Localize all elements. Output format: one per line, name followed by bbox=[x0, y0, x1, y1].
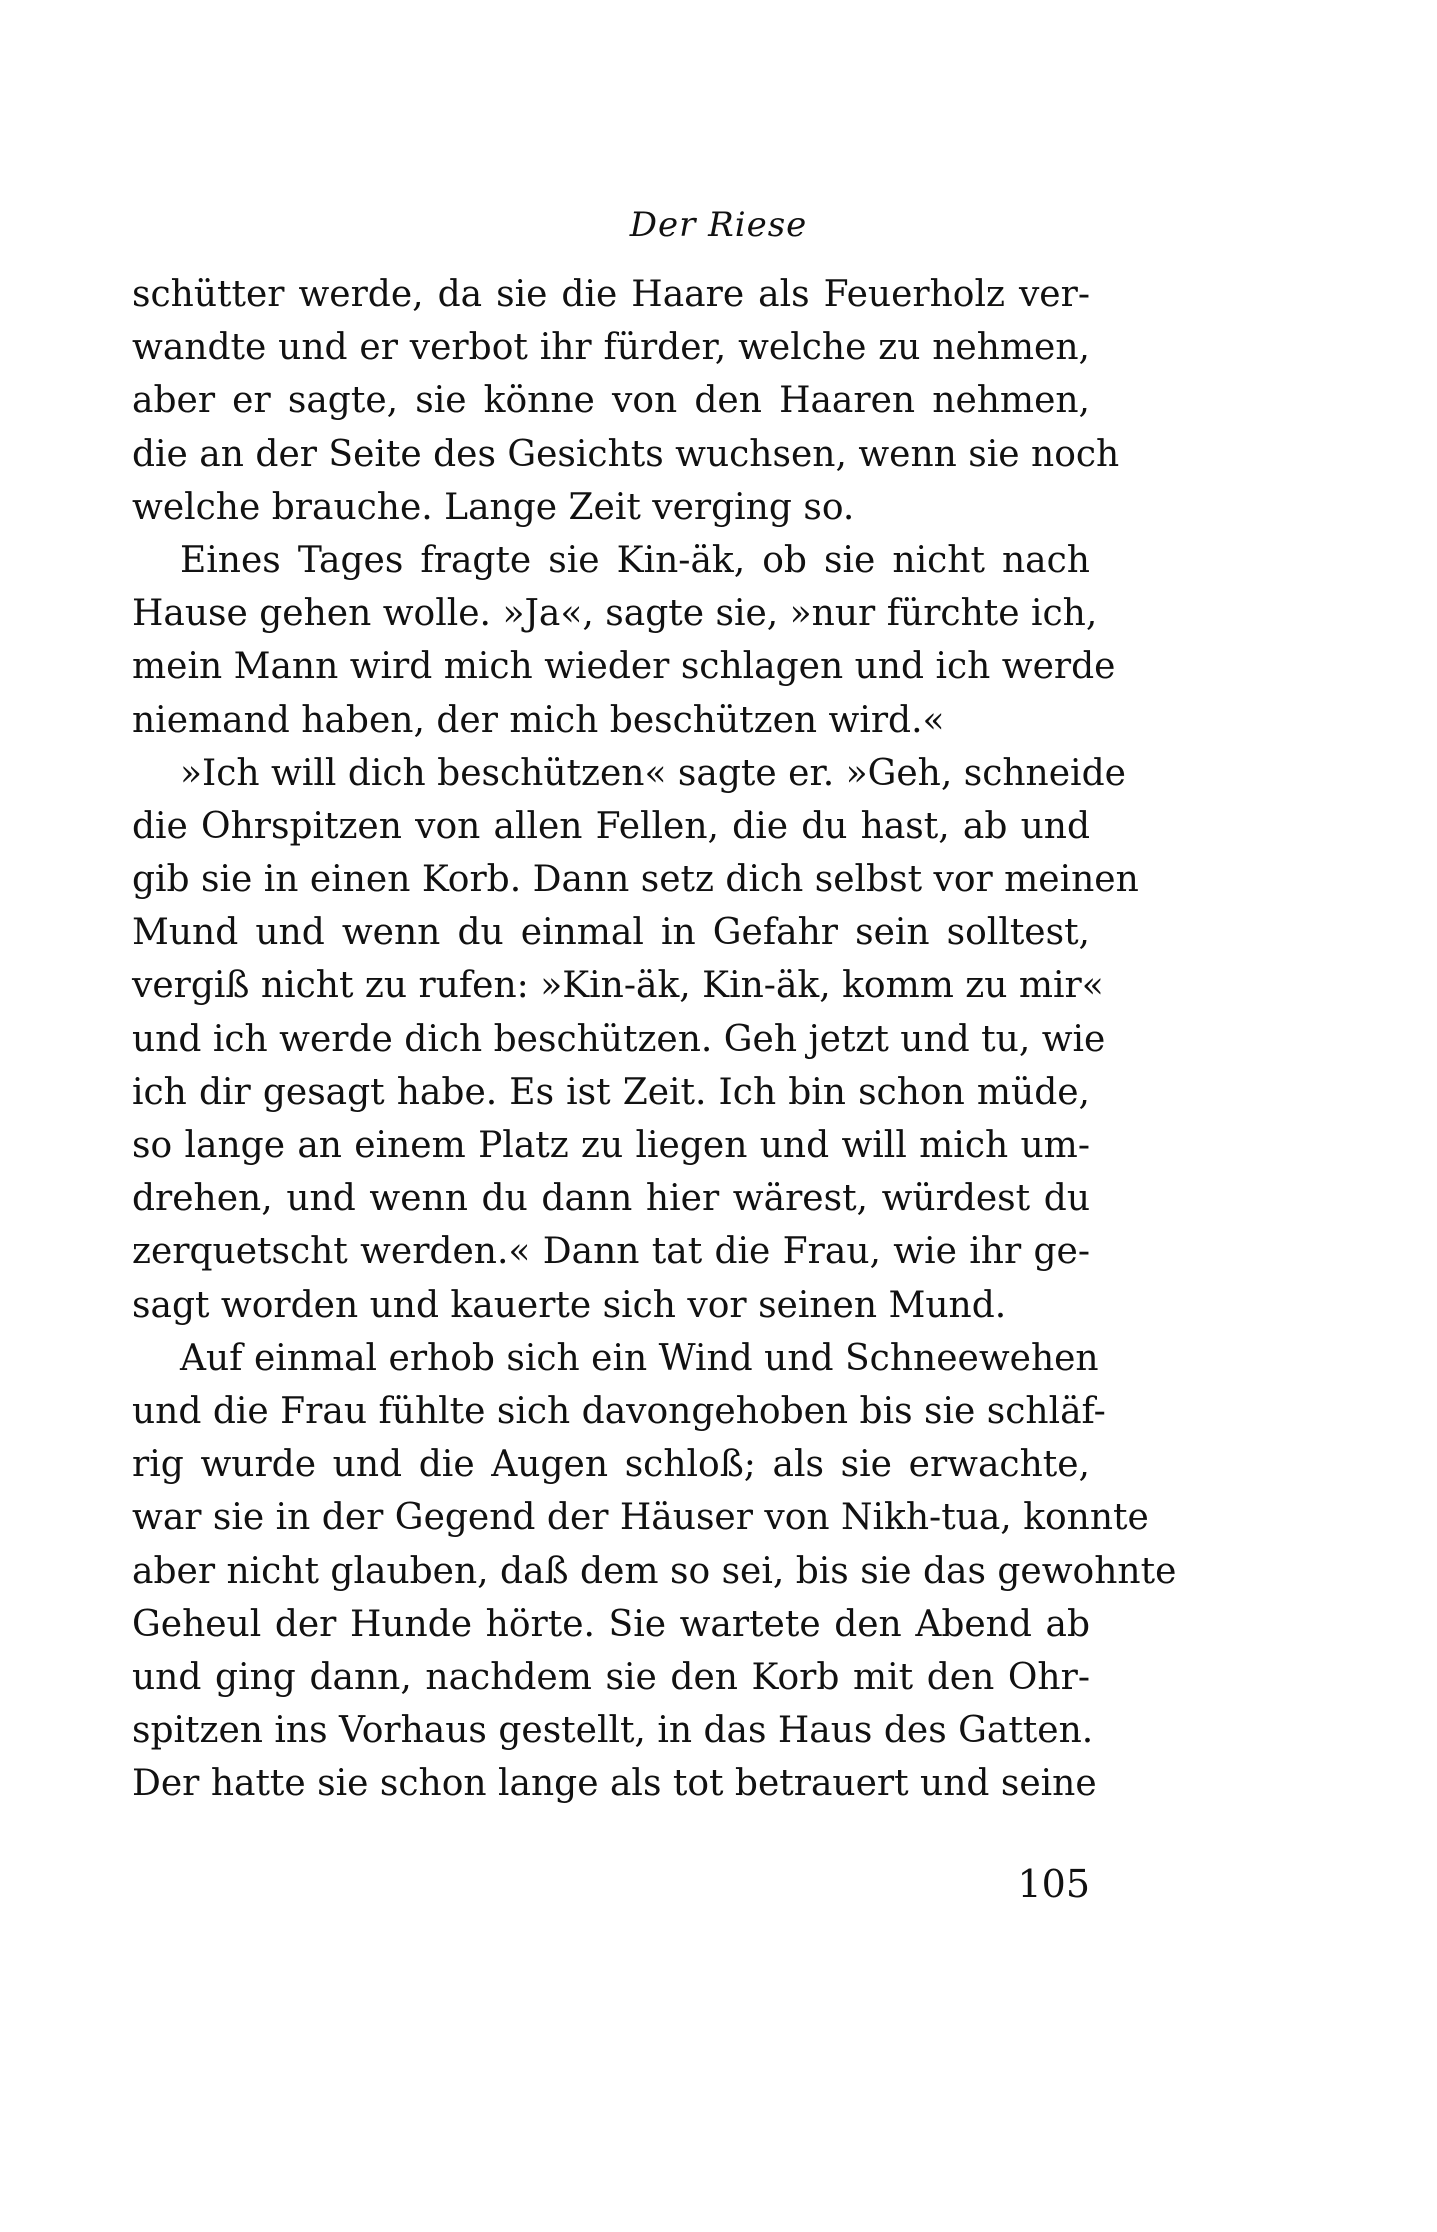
text-line: die an der Seite des Gesichts wuchsen, wenn sie noch bbox=[132, 433, 1120, 475]
text-line: die Ohrspitzen von allen Fellen, die du hast, ab und bbox=[132, 805, 1090, 847]
body-text bbox=[132, 268, 1177, 1810]
text-line: und ging dann, nachdem sie den Korb mit den Ohr- bbox=[132, 1656, 1090, 1698]
text-line: rig wurde und die Augen schloß; als sie erwachte, bbox=[132, 1444, 1090, 1486]
text-line: Der hatte sie schon lange als tot betrauert und seine bbox=[132, 1763, 1097, 1805]
text-line: vergiß nicht zu rufen: »Kin-äk, Kin-äk, komm zu mir« bbox=[132, 965, 1104, 1007]
text-line: niemand haben, der mich beschützen wird.« bbox=[132, 699, 945, 741]
text-line: und die Frau fühlte sich davongehoben bis sie schläf- bbox=[132, 1390, 1106, 1432]
text-line: Mund und wenn du einmal in Gefahr sein solltest, bbox=[132, 912, 1090, 954]
text-line: zerquetscht werden.« Dann tat die Frau, wie ihr ge- bbox=[132, 1231, 1090, 1273]
text-line: Hause gehen wolle. »Ja«, sagte sie, »nur fürchte ich, bbox=[132, 593, 1098, 635]
text-line: Geheul der Hunde hörte. Sie wartete den Abend ab bbox=[132, 1603, 1090, 1645]
text-line: gib sie in einen Korb. Dann setz dich selbst vor meinen bbox=[132, 859, 1139, 901]
paragraph-start-line: »Ich will dich beschützen« sagte er. »Geh, schneide bbox=[180, 752, 1126, 794]
running-header: Der Riese bbox=[629, 205, 808, 245]
text-line: aber er sagte, sie könne von den Haaren nehmen, bbox=[132, 380, 1090, 422]
text-line: welche brauche. Lange Zeit verging so. bbox=[132, 486, 855, 528]
text-line: und ich werde dich beschützen. Geh jetzt und tu, wie bbox=[132, 1018, 1106, 1060]
page-number: 105 bbox=[1017, 1862, 1090, 1906]
text-line: sagt worden und kauerte sich vor seinen Mund. bbox=[132, 1284, 1007, 1326]
text-line: so lange an einem Platz zu liegen und will mich um- bbox=[132, 1125, 1090, 1166]
text-line: spitzen ins Vorhaus gestellt, in das Haus des Gatten. bbox=[132, 1710, 1094, 1752]
text-line: aber nicht glauben, daß dem so sei, bis sie das gewohnte bbox=[132, 1550, 1177, 1592]
text-line: mein Mann wird mich wieder schlagen und ich werde bbox=[132, 646, 1116, 688]
text-line: schütter werde, da sie die Haare als Feuerholz ver- bbox=[132, 274, 1090, 315]
text-line: ich dir gesagt habe. Es ist Zeit. Ich bin schon müde, bbox=[132, 1071, 1090, 1113]
text-line: drehen, und wenn du dann hier wärest, würdest du bbox=[132, 1178, 1090, 1220]
paragraph-start-line: Auf einmal erhob sich ein Wind und Schneewehen bbox=[180, 1337, 1099, 1379]
text-line: wandte und er verbot ihr fürder, welche zu nehmen, bbox=[132, 327, 1090, 369]
paragraph-start-line: Eines Tages fragte sie Kin-äk, ob sie nicht nach bbox=[180, 539, 1090, 581]
text-line: war sie in der Gegend der Häuser von Nikh-tua, konnte bbox=[132, 1497, 1149, 1539]
